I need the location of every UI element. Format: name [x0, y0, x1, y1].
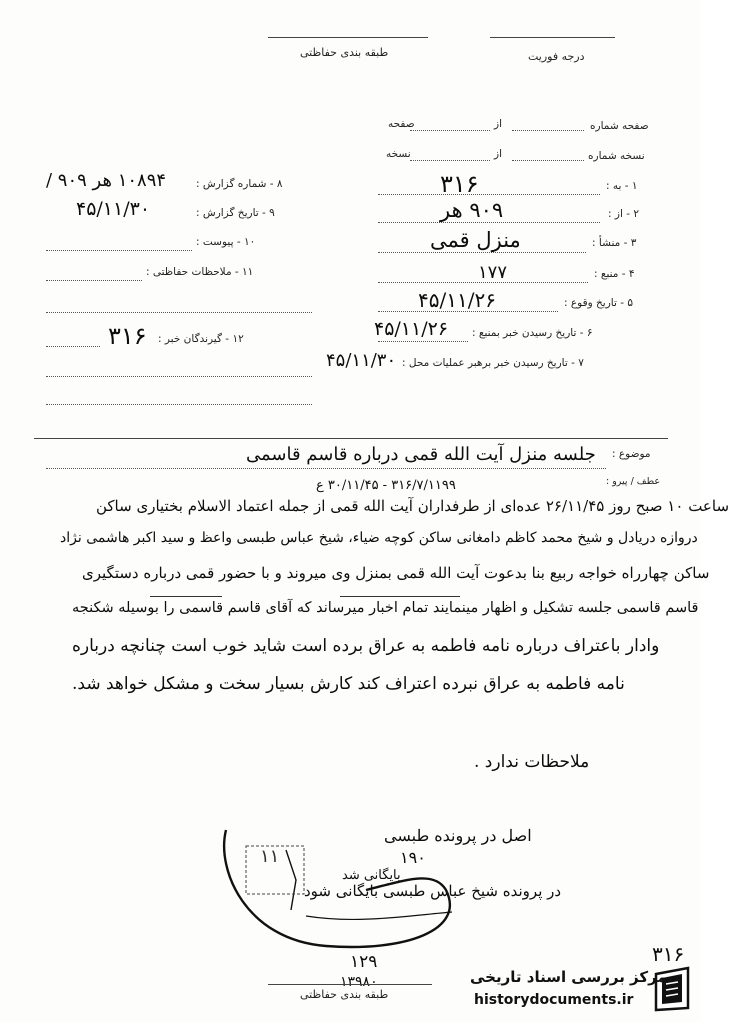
field-report-no-label: ۸ - شماره گزارش : [196, 178, 283, 190]
header-classification: طبقه بندی حفاظتی [300, 46, 389, 59]
header-body-separator [34, 438, 668, 439]
field-report-no-value: ۱۰۸۹۴ هر ۹۰۹ / [46, 170, 167, 191]
field-attachment-dots [46, 250, 192, 251]
header-rule-urgency [490, 37, 615, 38]
field-received-ops-label: ۷ - تاریخ رسیدن خبر برهبر عملیات محل : [402, 357, 584, 369]
body-underline-tabasi [340, 596, 460, 597]
field-report-date-label: ۹ - تاریخ گزارش : [196, 207, 275, 219]
field-recipients-label: ۱۲ - گیرندگان خبر : [158, 333, 244, 345]
watermark-org-name: مرکز بررسی اسناد تاریخی [470, 968, 667, 986]
body-line-4: قاسم قاسمی جلسه تشکیل و اظهار مینمایند تمام اخبار میرساند که آقای قاسم قاسمی را بوسیله شکنجه [72, 600, 699, 616]
corner-number: ۳۱۶ [652, 942, 685, 966]
note-line-2: در پرونده شیخ عباس طبسی بایگانی شود [304, 882, 562, 900]
field-event-date-value: ۴۵/۱۱/۲۶ [418, 288, 496, 312]
field-source-label: ۴ - منبع : [594, 268, 635, 280]
field-protection-notes-dots [46, 280, 142, 281]
stamp-box [240, 840, 310, 900]
copy-no-label: نسخه شماره [588, 150, 645, 162]
copy-of-dots [410, 160, 490, 161]
note-line-1: اصل در پرونده طبسی [384, 826, 532, 845]
copy-of-label: از [494, 148, 502, 160]
subject-dots [46, 468, 606, 469]
subject-value: جلسه منزل آیت الله قمی درباره قاسم قاسمی [246, 444, 596, 465]
body-line-1: ساعت ۱۰ صبح روز ۲۶/۱۱/۴۵ عده‌ای از طرفداران آیت الله قمی از جمله اعتماد الاسلام بختیاری ساکن [96, 497, 729, 515]
field-recipients-dots-2 [46, 376, 312, 377]
field-event-date-label: ۵ - تاریخ وقوع : [564, 297, 633, 309]
field-received-source-dots [378, 341, 468, 342]
field-source-value: ۱۷۷ [478, 262, 508, 283]
field-recipients-value: ۳۱۶ [108, 322, 147, 350]
field-recipients-dots [46, 346, 100, 347]
field-from-value: ۹۰۹ هر [440, 198, 504, 222]
footer-rule [268, 984, 432, 985]
field-to-label: ۱ - به : [606, 180, 638, 192]
subject-label: موضوع : [612, 448, 651, 460]
field-received-source-value: ۴۵/۱۱/۲۶ [374, 318, 449, 340]
field-attachment-label: ۱۰ - پیوست : [196, 236, 256, 248]
copy-no-dots [512, 160, 584, 161]
copy-unit-label: نسخه [386, 148, 411, 160]
header-urgency: درجه فوریت [528, 50, 585, 63]
field-protection-notes-dots-2 [46, 312, 312, 313]
field-origin-label: ۳ - منشأ : [592, 237, 637, 249]
field-origin-dots [378, 252, 586, 253]
page-of-dots [410, 130, 490, 131]
page-no-dots [512, 130, 584, 131]
footer-classification: طبقه بندی حفاظتی [300, 988, 389, 1001]
field-origin-value: منزل قمی [430, 228, 521, 252]
note-line-1-number: ۱۹۰ [400, 848, 426, 867]
reference-value: ۳۱۶/۷/۱۱۹۹ - ۳۰/۱۱/۴۵ ع [316, 478, 456, 493]
body-line-3: ساکن چهارراه خواجه ربیع بنا بدعوت آیت الله قمی بمنزل وی میروند و با حضور قمی درباره دستگیری [82, 564, 710, 582]
side-number: ۱۲۹ [350, 952, 378, 972]
reference-label: عطف / پیرو : [606, 476, 661, 487]
page-of-label: از [494, 118, 502, 130]
field-report-date-value: ۴۵/۱۱/۳۰ [76, 198, 151, 220]
watermark-url: historydocuments.ir [474, 992, 634, 1008]
page-unit-label: صفحه [388, 118, 415, 130]
body-line-2: دروازه دریادل و شیخ محمد کاظم دامغانی ساکن کوچه ضیاء، شیخ عباس طبسی واعظ و سید اکبر هاشمی نژاد [60, 530, 698, 546]
filed-note: بایگانی شد [342, 868, 401, 883]
field-to-value: ۳۱۶ [440, 170, 479, 198]
header-rule-classification [268, 37, 428, 38]
field-to-dots [378, 194, 600, 195]
body-underline-hashemi [150, 596, 222, 597]
field-from-dots [378, 222, 600, 223]
field-protection-notes-label: ۱۱ - ملاحظات حفاظتی : [146, 266, 254, 278]
bottom-code: ۱۳۹۸۰ [340, 974, 378, 990]
page-no-label: صفحه شماره [590, 120, 649, 132]
field-received-ops-value: ۴۵/۱۱/۳۰ [326, 350, 397, 371]
body-line-6: نامه فاطمه به عراق نبرده اعتراف کند کارش بسیار سخت و مشکل خواهد شد. [72, 674, 625, 694]
body-line-5: وادار باعتراف درباره نامه فاطمه به عراق برده است شاید خوب است چنانچه درباره [72, 636, 660, 656]
field-recipients-dots-3 [46, 404, 312, 405]
remarks-text: ملاحظات ندارد . [474, 752, 590, 772]
field-received-source-label: ۶ - تاریخ رسیدن خبر بمنبع : [472, 327, 593, 339]
marginal-code: ۱۱ [260, 846, 280, 867]
field-from-label: ۲ - از : [608, 208, 639, 220]
